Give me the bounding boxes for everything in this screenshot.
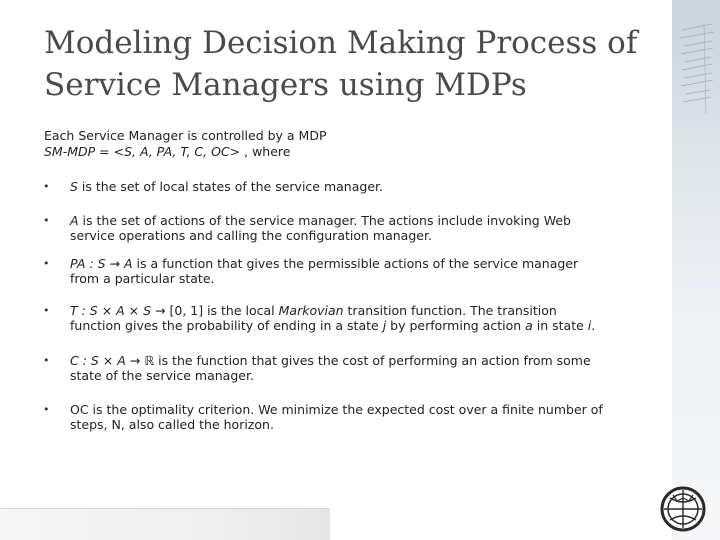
item-text: is the set of local states of the service manager. (77, 179, 383, 194)
item-symbol: T : S × A × S → (70, 303, 166, 318)
item-text-e: in state (532, 318, 588, 333)
item-text-d: by performing action (386, 318, 526, 333)
list-item (43, 179, 674, 194)
item-emphasis: Markovian (278, 303, 344, 318)
item-symbol: S (70, 179, 78, 194)
var-i: i (587, 318, 592, 333)
item-line-1 (70, 256, 674, 271)
item-line-1: OC is the optimality criterion. We minimize the expected cost over a finite number of (70, 402, 603, 417)
intro-line-1: Each Service Manager is controlled by a MDP (44, 128, 327, 143)
list-item (43, 402, 674, 432)
item-line-2: service operations and calling the configuration manager. (70, 228, 432, 243)
title-line-1: Modeling Decision Making Process of (44, 25, 638, 61)
item-line-1 (70, 179, 674, 194)
item-text: is the function that gives the cost of performing an action from some (154, 353, 591, 368)
item-symbol: C : S × A → ℝ (70, 353, 155, 368)
item-text-c: function gives the probability of ending in a state (70, 318, 383, 333)
item-line-2: from a particular state. (70, 271, 215, 286)
item-line-2: state of the service manager. (70, 368, 254, 383)
bullet-icon: • (43, 354, 50, 367)
list-item (43, 256, 674, 286)
item-symbol: A (70, 213, 79, 228)
item-text-a: [0, 1] is the local (165, 303, 279, 318)
item-text: is the set of actions of the service manager. The actions include invoking Web (78, 213, 571, 228)
bullet-icon: • (43, 257, 50, 270)
item-line-1 (70, 213, 674, 228)
item-line-2: steps, N, also called the horizon. (70, 417, 274, 432)
bullet-icon: • (43, 180, 50, 193)
bullet-icon: • (43, 304, 50, 317)
globe-logo-icon (660, 486, 706, 532)
list-item (43, 213, 674, 243)
item-symbol: PA : S → A (70, 256, 133, 271)
mdp-tuple: SM-MDP = <S, A, PA, T, C, OC> (44, 144, 241, 159)
mdp-suffix: , where (240, 144, 291, 159)
item-line-1 (70, 303, 674, 318)
bullet-icon: • (43, 214, 50, 227)
title-line-2: Service Managers using MDPs (44, 67, 527, 103)
var-a: a (525, 318, 533, 333)
item-text-f: . (591, 318, 596, 333)
item-line-1 (70, 353, 674, 368)
item-text-b: transition function. The transition (343, 303, 557, 318)
list-item (43, 353, 674, 383)
list-item (43, 303, 674, 333)
bullet-icon: • (43, 403, 50, 416)
item-line-2 (70, 318, 674, 333)
item-text: is a function that gives the permissible actions of the service manager (132, 256, 579, 271)
var-j: j (382, 318, 387, 333)
